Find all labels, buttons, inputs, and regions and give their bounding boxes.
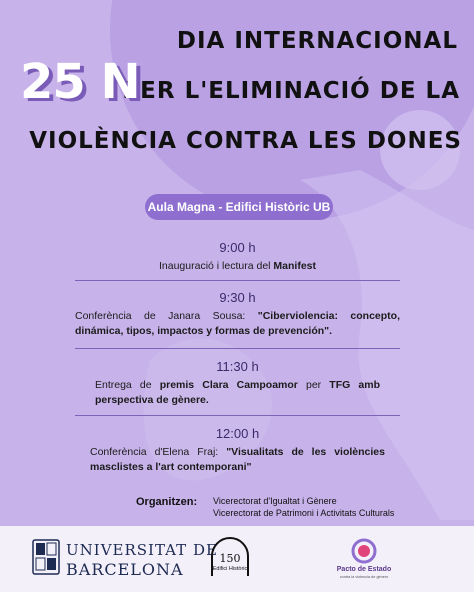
date-badge: 25 N: [20, 54, 140, 110]
organizers: [0, 490, 474, 526]
h150-subtitle: Edifici Històric: [212, 566, 248, 572]
desc-text: Conferència de Janara Sousa:: [75, 310, 258, 322]
slot-time: 9:30 h: [219, 290, 256, 305]
title-line-3: VIOLÈNCIA CONTRA LES DONES: [29, 128, 462, 154]
slot-desc: [75, 445, 400, 475]
ub-shield-icon: [32, 539, 60, 577]
title-block: [0, 0, 474, 175]
desc-text: Entrega de: [95, 379, 160, 391]
slot-time: 11:30 h: [216, 359, 259, 374]
schedule-slot: [75, 240, 400, 274]
slot-desc: [75, 259, 400, 274]
pacto-logo-icon: [351, 538, 377, 564]
slot-desc: [75, 309, 400, 339]
organizers-list: [213, 495, 394, 519]
desc-bold: "Ciberviolencia: concepto, dinámica, tipos, impactos y formas de prevención".: [75, 310, 401, 337]
schedule-slot: [75, 359, 400, 408]
footer-logos: [0, 526, 474, 592]
desc-bold: "Visualitats de les violències masclistes a l'art contemporani": [90, 446, 385, 473]
organizer-item: Vicerectorat de Patrimoni i Activitats Culturals: [213, 508, 395, 518]
organizer-item: Vicerectorat d'Igualtat i Gènere: [213, 496, 337, 506]
schedule-slot: [75, 290, 400, 339]
pacto-name: Pacto de Estado: [336, 566, 392, 573]
desc-bold: Manifest: [273, 260, 316, 272]
slot-time: 9:00 h: [219, 240, 256, 255]
ub-line-2: BARCELONA: [66, 560, 184, 579]
divider: [75, 415, 400, 416]
ub-line-1: UNIVERSITAT DE: [66, 541, 218, 559]
slot-time: 12:00 h: [215, 426, 260, 441]
divider: [75, 348, 400, 349]
schedule-slot: [75, 426, 400, 475]
desc-bold: TFG amb perspectiva de gènere.: [95, 379, 380, 406]
ub-wordmark: [66, 541, 218, 579]
title-line-1: DIA INTERNACIONAL: [176, 28, 458, 54]
title-line-2: PER L'ELIMINACIÓ DE LA: [122, 78, 460, 104]
h150-number: 150: [219, 552, 241, 565]
venue-pill: Aula Magna - Edifici Històric UB: [145, 194, 333, 220]
desc-text: Conferència d'Elena Fraj:: [90, 446, 227, 458]
desc-bold: premis Clara Campoamor: [159, 379, 298, 391]
divider: [75, 280, 400, 281]
organizers-label: Organitzen:: [136, 496, 198, 508]
pacto-subtitle: contra la violencia de género: [339, 575, 389, 579]
desc-text: per: [297, 379, 330, 391]
desc-text: Inauguració i lectura del: [159, 260, 274, 272]
slot-desc: [75, 378, 400, 408]
